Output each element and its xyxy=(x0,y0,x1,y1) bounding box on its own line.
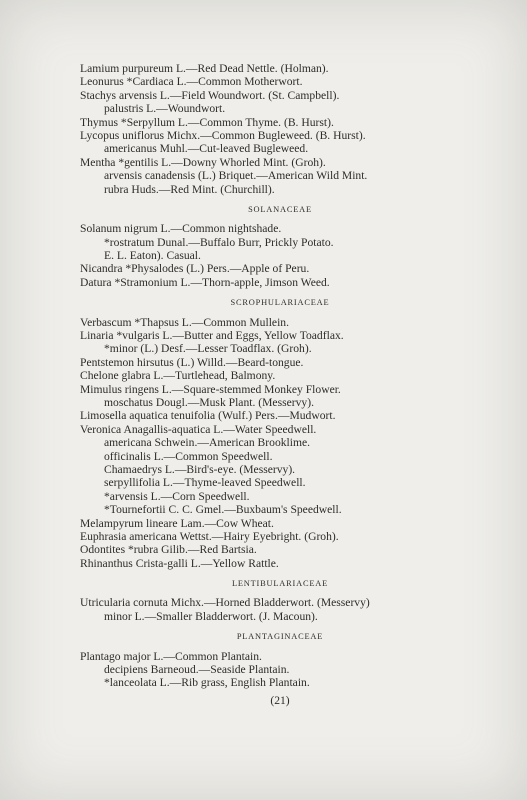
species-entry: *Tournefortii C. C. Gmel.—Buxbaum's Speedwell. xyxy=(104,503,342,517)
species-entry: americana Schwein.—American Brooklime. xyxy=(104,436,311,450)
plantaginaceae-section xyxy=(80,650,480,690)
species-entry: E. L. Eaton). Casual. xyxy=(104,249,201,263)
species-entry: Veronica Anagallis-aquatica L.—Water Speedwell. xyxy=(80,422,317,436)
species-entry: rubra Huds.—Red Mint. (Churchill). xyxy=(104,182,275,196)
species-entry: Euphrasia americana Wettst.—Hairy Eyebright. (Groh). xyxy=(80,529,339,543)
species-entry: Leonurus *Cardiaca L.—Common Motherwort. xyxy=(80,75,303,89)
species-entry: Plantago major L.—Common Plantain. xyxy=(80,649,262,663)
page-number: (21) xyxy=(270,693,290,707)
species-entry: Mimulus ringens L.—Square-stemmed Monkey Flower. xyxy=(80,382,341,396)
family-heading-lentibulariaceae: LENTIBULARIACEAE xyxy=(231,579,329,589)
species-entry: Lycopus uniflorus Michx.—Common Bugleweed. (B. Hurst). xyxy=(80,128,366,142)
lentibulariaceae-section xyxy=(80,596,480,623)
species-entry: Verbascum *Thapsus L.—Common Mullein. xyxy=(80,315,289,329)
species-entry: decipiens Barneoud.—Seaside Plantain. xyxy=(104,663,290,677)
species-entry: Solanum nigrum L.—Common nightshade. xyxy=(80,222,282,236)
species-entry: Melampyrum lineare Lam.—Cow Wheat. xyxy=(80,516,274,530)
species-entry: Mentha *gentilis L.—Downy Whorled Mint. (Groh). xyxy=(80,155,326,169)
species-entry: Limosella aquatica tenuifolia (Wulf.) Pers.—Mudwort. xyxy=(80,409,336,423)
species-entry: Datura *Stramonium L.—Thorn-apple, Jimson Weed. xyxy=(80,275,330,289)
species-entry: arvensis canadensis (L.) Briquet.—American Wild Mint. xyxy=(104,169,368,183)
species-entry: *arvensis L.—Corn Speedwell. xyxy=(104,489,250,503)
species-entry: Linaria *vulgaris L.—Butter and Eggs, Yellow Toadflax. xyxy=(80,329,344,343)
species-entry: officinalis L.—Common Speedwell. xyxy=(104,449,273,463)
species-entry: palustris L.—Woundwort. xyxy=(104,102,226,116)
species-entry: *minor (L.) Desf.—Lesser Toadflax. (Groh). xyxy=(104,342,312,356)
species-entry: americanus Muhl.—Cut-leaved Bugleweed. xyxy=(104,142,309,156)
species-entry: serpyllifolia L.—Thyme-leaved Speedwell. xyxy=(104,476,306,490)
species-entry: *rostratum Dunal.—Buffalo Burr, Prickly Potato. xyxy=(104,235,334,249)
species-entry: minor L.—Smaller Bladderwort. (J. Macoun). xyxy=(104,609,318,623)
labiatae-section xyxy=(80,62,480,196)
species-entry: Thymus *Serpyllum L.—Common Thyme. (B. Hurst). xyxy=(80,115,334,129)
species-entry: Stachys arvensis L.—Field Woundwort. (St. Campbell). xyxy=(80,88,340,102)
solanaceae-section xyxy=(80,222,480,289)
family-heading-plantaginaceae: PLANTAGINACEAE xyxy=(236,632,324,642)
species-entry: Utricularia cornuta Michx.—Horned Bladderwort. (Messervy) xyxy=(80,596,370,610)
scrophulariaceae-section xyxy=(80,316,480,570)
species-entry: Chamaedrys L.—Bird's-eye. (Messervy). xyxy=(104,462,296,476)
species-entry: *lanceolata L.—Rib grass, English Plantain. xyxy=(104,676,310,690)
species-entry: Odontites *rubra Gilib.—Red Bartsia. xyxy=(80,543,257,557)
species-entry: Nicandra *Physalodes (L.) Pers.—Apple of Peru. xyxy=(80,262,310,276)
species-list xyxy=(80,62,480,707)
species-entry: Lamium purpureum L.—Red Dead Nettle. (Holman). xyxy=(80,62,329,75)
species-entry: Chelone glabra L.—Turtlehead, Balmony. xyxy=(80,369,276,383)
species-entry: moschatus Dougl.—Musk Plant. (Messervy). xyxy=(104,395,314,409)
family-heading-solanaceae: SOLANACEAE xyxy=(248,204,312,214)
family-heading-scrophulariaceae: SCROPHULARIACEAE xyxy=(230,298,330,308)
species-entry: Rhinanthus Crista-galli L.—Yellow Rattle. xyxy=(80,556,279,570)
species-entry: Pentstemon hirsutus (L.) Willd.—Beard-tongue. xyxy=(80,355,304,369)
